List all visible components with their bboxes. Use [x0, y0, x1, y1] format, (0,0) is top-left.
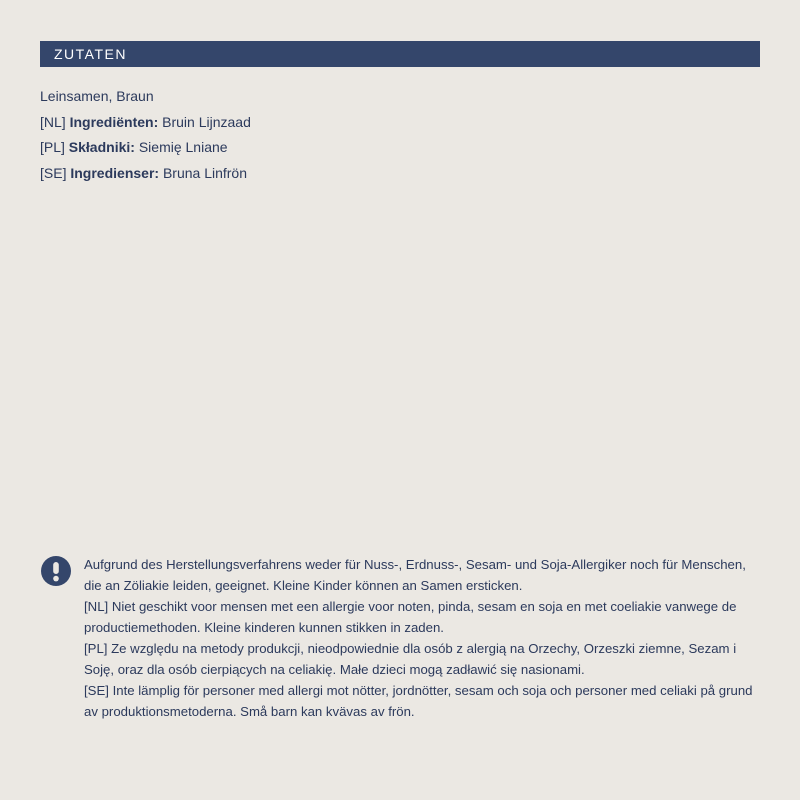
ingredient-text-se: Bruna Linfrön: [162, 164, 248, 181]
section-title: ZUTATEN: [54, 46, 127, 62]
ingredient-line-se: [40, 161, 640, 187]
ingredient-line-nl: [40, 110, 640, 136]
ingredient-label-se: Ingredienser:: [70, 164, 160, 181]
allergy-warning: [84, 554, 764, 722]
warning-text-se: [SE] Inte lämplig för personer med allergi mot nötter, jordnötter, sesam och soja och personer med celiaki på grund av produktionsmetoderna. Små barn kan kvävas av frön.: [84, 683, 753, 719]
warning-text-nl: [NL] Niet geschikt voor mensen met een allergie voor noten, pinda, sesam en soja en met coeliakie vanwege de productiemethoden. Kleine kinderen kunnen stikken in zaden.: [84, 599, 737, 635]
exclamation-circle-icon: [41, 556, 71, 586]
language-prefix-se: [SE]: [40, 164, 67, 181]
language-prefix-pl: [PL]: [40, 139, 65, 155]
ingredient-line-de: [40, 84, 640, 110]
ingredient-line-pl: [40, 135, 640, 161]
ingredient-label-pl: Składniki:: [68, 139, 135, 155]
ingredient-text-de: Leinsamen, Braun: [40, 88, 154, 104]
ingredient-label-nl: Ingrediënten:: [69, 113, 159, 130]
ingredients-list: [40, 84, 640, 186]
warning-text-de: Aufgrund des Herstellungsverfahrens weder für Nuss-, Erdnuss-, Sesam- und Soja-Allergiker noch für Menschen, die an Zöliakie leiden, geeignet. Kleine Kinder können an Samen ersticken.: [84, 557, 746, 593]
warning-text-pl: [PL] Ze względu na metody produkcji, nieodpowiednie dla osób z alergią na Orzechy, Orzeszki ziemne, Sezam i Soję, oraz dla osób cierpiących na celiakię. Małe dzieci mogą zadławić się nasionami.: [84, 641, 737, 677]
ingredient-text-pl: Siemię Lniane: [138, 139, 228, 155]
language-prefix-nl: [NL]: [40, 113, 66, 130]
ingredient-text-nl: Bruin Lijnzaad: [162, 113, 251, 130]
section-header: [40, 41, 760, 67]
